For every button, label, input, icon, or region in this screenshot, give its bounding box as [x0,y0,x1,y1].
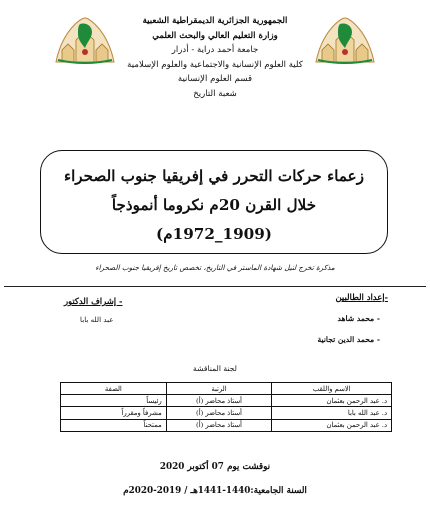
memo-description: مذكرة تخرج لنيل شهادة الماستر في التاريخ، تخصص تاريخ إفريقيا جنوب الصحراء [95,263,335,272]
academic-year: السنة الجامعية:1440-1441هـ / 2019-2020م [123,486,307,496]
student-name-1: - محمد شاهد [337,314,380,323]
institution-header [110,14,320,102]
supervisor-label: - إشراف الدكتور [64,296,123,306]
university-logo-icon [52,10,118,66]
member-role: ممتحناً [61,419,167,431]
column-header-role: الصفة [61,383,167,395]
table-row [61,419,392,431]
column-header-rank: الرتبة [166,383,272,395]
thesis-title-box [40,150,388,254]
member-name: د. عبد الرحمن بعثمان [272,419,392,431]
student-name-2: - محمد الدين تجانية [317,335,380,344]
thesis-title-line-1: زعماء حركات التحرر في إفريقيا جنوب الصحراء [63,167,365,185]
department-line: قسم العلوم الإنسانية [177,74,253,85]
table-row [61,395,392,407]
table-header-row [61,383,392,395]
committee-title: لجنة المناقشة [193,364,237,373]
university-line: جامعة أحمد دراية - أدرار [171,45,259,56]
member-role: رئيساً [61,395,167,407]
column-header-name: الاسم واللقب [272,383,392,395]
thesis-title-line-2: خلال القرن 20م نكروما أنموذجاً [111,196,317,214]
committee-table [60,382,392,432]
member-rank: أستاذ محاضر (أ) [166,419,272,431]
university-logo-icon [312,10,378,66]
faculty-line: كلية العلوم الإنسانية والاجتماعية والعلوم الإسلامية [127,59,303,70]
table-row [61,407,392,419]
member-rank: أستاذ محاضر (أ) [166,407,272,419]
member-name: د. عبد الرحمن بعثمان [272,395,392,407]
branch-line: شعبة التاريخ [193,88,237,99]
member-name: د. عبد الله بابا [272,407,392,419]
defense-date: نوقشت يوم 07 أكتوبر 2020 [159,462,271,472]
supervisor-name: عبد الله بابا [80,315,114,324]
member-rank: أستاذ محاضر (أ) [166,395,272,407]
thesis-title-line-3: (1909_1972م) [156,225,272,243]
member-role: مشرفاً ومقرراً [61,407,167,419]
ministry-line: وزارة التعليم العالي والبحث العلمي [152,30,278,41]
students-label: -إعداد الطالبين [335,292,388,302]
divider [4,286,426,287]
republic-line: الجمهورية الجزائرية الديمقراطية الشعبية [142,16,288,26]
